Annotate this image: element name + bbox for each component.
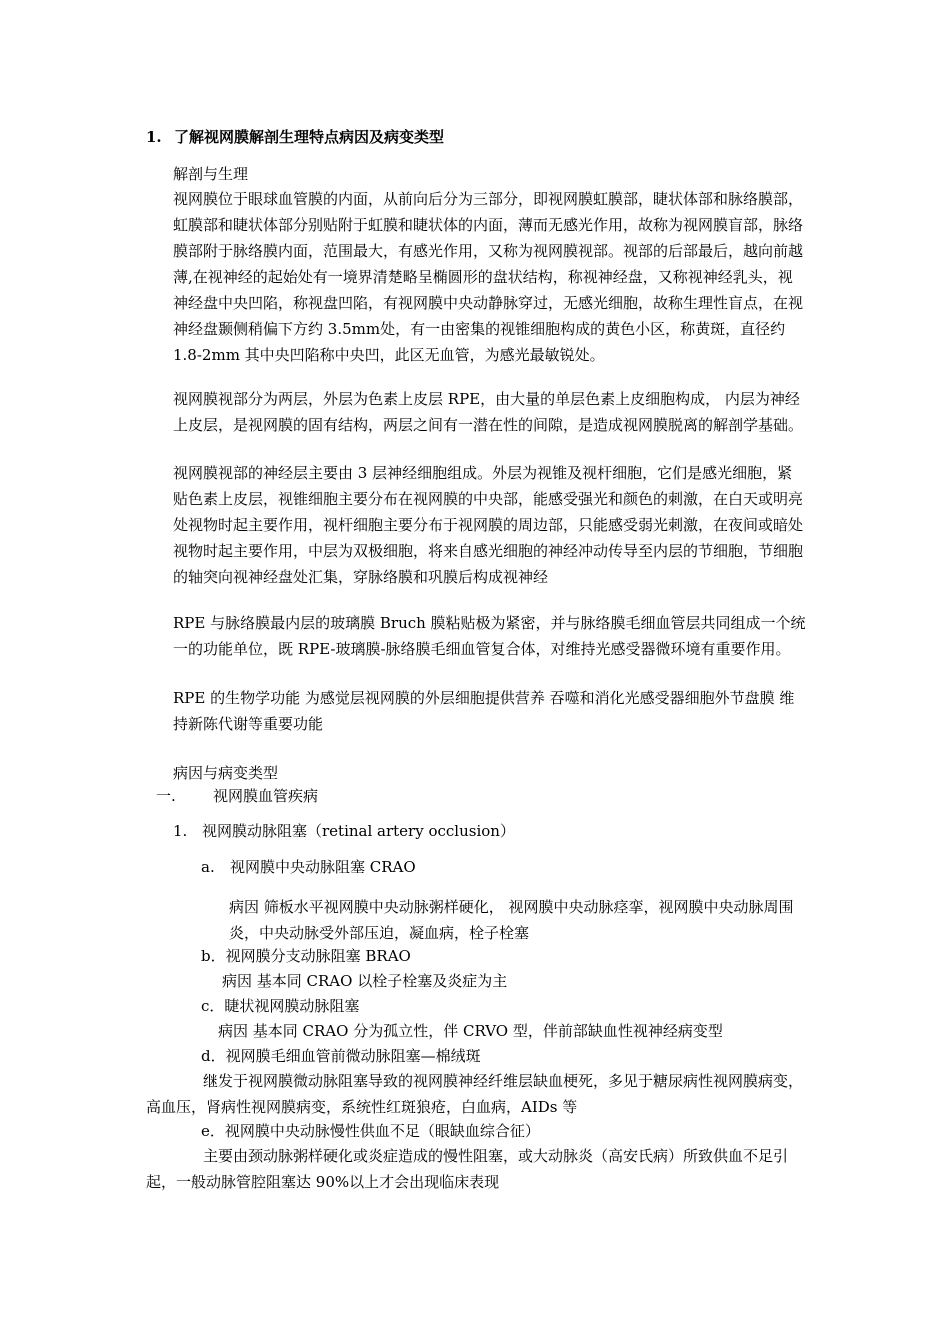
heading-title: 了解视网膜解剖生理特点病因及病变类型 — [174, 128, 445, 146]
item-1-title: 视网膜动脉阻塞（retinal artery occlusion） — [202, 822, 515, 840]
sub-e-title: e．视网膜中央动脉慢性供血不足（眼缺血综合征） — [201, 1122, 540, 1140]
etiology-title: 病因与病变类型 — [173, 764, 279, 782]
sub-e-text: 主要由颈动脉粥样硬化或炎症造成的慢性阻塞，或大动脉炎（高安氏病）所致供血不足引起，一般动脉管腔阻塞达 90%以上才会出现临床表现 — [146, 1147, 789, 1191]
sub-c-cause: 病因 基本同 CRAO 分为孤立性，伴 CRVO 型，伴前部缺血性视神经病变型 — [218, 1022, 723, 1040]
item-1-number: 1. — [173, 822, 188, 840]
anatomy-paragraph-5: RPE 的生物学功能 为感觉层视网膜的外层细胞提供营养 吞噬和消化光感受器细胞外节盘膜 维持新陈代谢等重要功能 — [173, 689, 795, 733]
anatomy-paragraph-3: 视网膜视部的神经层主要由 3 层神经细胞组成。外层为视锥及视杆细胞，它们是感光细胞，紧贴色素上皮层，视锥细胞主要分布在视网膜的中央部，能感受强光和颜色的刺激，在白天或明亮处视物时起主要作用，视杆细胞主要分布于视网膜的周边部，只能感受弱光刺激，在夜间或暗处视物时起主要作用，中层为双极细胞，将来自感光细胞的神经冲动传导至内层的节细胞，节细胞的轴突向视神经盘处汇集，穿脉络膜和巩膜后构成视神经 — [173, 464, 804, 586]
sub-b-title: b．视网膜分支动脉阻塞 BRAO — [201, 947, 411, 965]
sub-d-title: d．视网膜毛细血管前微动脉阻塞—棉绒斑 — [201, 1047, 481, 1065]
part-number: 一. — [156, 787, 176, 805]
sub-b-cause: 病因 基本同 CRAO 以栓子栓塞及炎症为主 — [222, 972, 508, 990]
anatomy-paragraph-4: RPE 与脉络膜最内层的玻璃膜 Bruch 膜粘贴极为紧密，并与脉络膜毛细血管层共同组成一个统一的功能单位，既 RPE-玻璃膜-脉络膜毛细血管复合体，对维持光感受器微环境有重要作用。 — [173, 614, 806, 658]
anatomy-paragraph-1: 视网膜位于眼球血管膜的内面，从前向后分为三部分，即视网膜虹膜部，睫状体部和脉络膜部，虹膜部和睫状体部分别贴附于虹膜和睫状体的内面，薄而无感光作用，故称为视网膜盲部，脉络膜部附于脉络膜内面，范围最大，有感光作用，又称为视网膜视部。视部的后部最后，越向前越薄,在视神经的起始处有一境界清楚略呈椭圆形的盘状结构，称视神经盘，又称视神经乳头，视神经盘中央凹陷，称视盘凹陷，有视网膜中央动静脉穿过，无感光细胞，故称生理性盲点，在视神经盘颞侧稍偏下方约 3.5mm处，有一由密集的视锥细胞构成的黄色小区，称黄斑，直径约 1.8-2mm 其中央凹陷称中央凹，此区无血管，为感光最敏锐处。 — [173, 190, 804, 364]
part-heading — [156, 783, 318, 809]
sub-c-title: c．睫状视网膜动脉阻塞 — [201, 997, 360, 1015]
anatomy-paragraph-2: 视网膜视部分为两层，外层为色素上皮层 RPE，由大量的单层色素上皮细胞构成， 内层为神经上皮层，是视网膜的固有结构，两层之间有一潜在性的间隙，是造成视网膜脱离的解剖学基础。 — [173, 390, 804, 434]
sub-a-cause: 病因 筛板水平视网膜中央动脉粥样硬化， 视网膜中央动脉痉挛，视网膜中央动脉周围炎，中央动脉受外部压迫，凝血病，栓子栓塞 — [229, 898, 794, 942]
item-1-heading — [173, 818, 515, 844]
anatomy-title: 解剖与生理 — [173, 165, 249, 183]
section-heading — [146, 124, 444, 150]
sub-a-heading — [201, 854, 416, 880]
sub-a-label: a. — [201, 858, 215, 876]
heading-number: 1. — [146, 128, 162, 146]
part-title: 视网膜血管疾病 — [213, 787, 319, 805]
sub-a-title: 视网膜中央动脉阻塞 CRAO — [230, 858, 416, 876]
sub-d-text: 继发于视网膜微动脉阻塞导致的视网膜神经纤维层缺血梗死，多见于糖尿病性视网膜病变，高血压，肾病性视网膜病变，系统性红斑狼疮，白血病，AIDs 等 — [146, 1072, 804, 1116]
